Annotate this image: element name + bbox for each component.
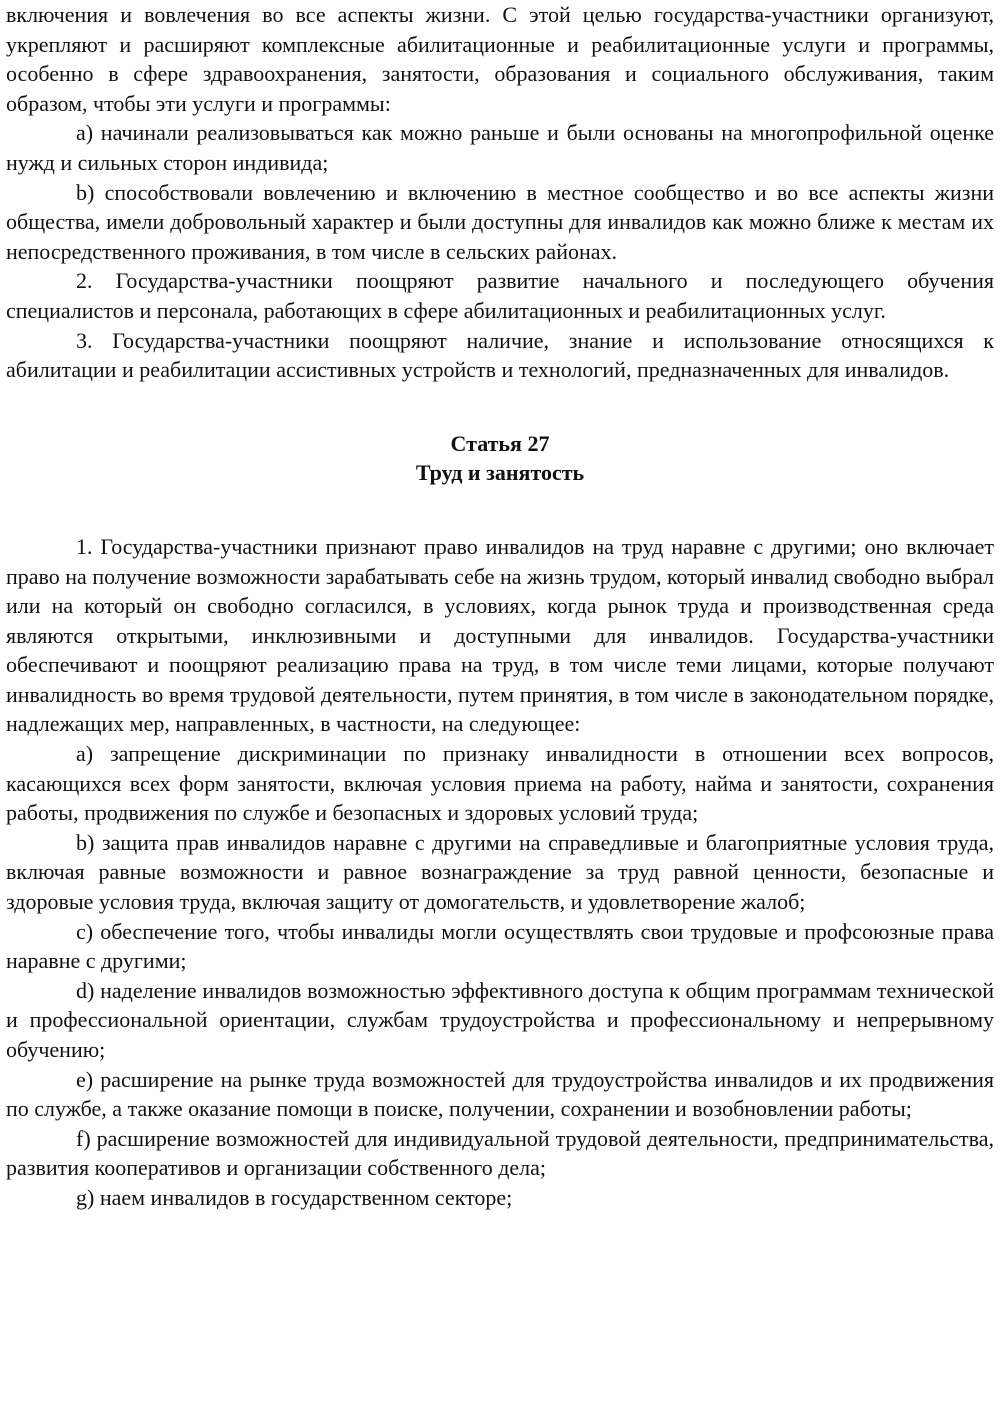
article27-item-c: c) обеспечение того, чтобы инвалиды могли осуществлять свои трудовые и профсоюзные права наравне с другими;: [6, 918, 994, 974]
article27-item-a: a) запрещение дискриминации по признаку инвалидности в отношении всех вопросов, касающихся всех форм занятости, включая условия приема на работу, найма и занятости, сохранения работы, продвижения по службе и безопасных и здоровых условий труда;: [6, 741, 994, 826]
article26-paragraph-2: 2. Государства-участники поощряют развитие начального и последующего обучения специалистов и персонала, работающих в сфере абилитационных и реабилитационных услуг.: [6, 268, 994, 323]
article27-number: Статья 27: [450, 430, 550, 456]
article26-item-a: a) начинали реализовываться как можно раньше и были основаны на многопрофильной оценке нужд и сильных сторон индивида;: [6, 120, 994, 175]
article27-item-e: e) расширение на рынке труда возможностей для трудоустройства инвалидов и их продвижения по службе, а также оказание помощи в поиске, получении, сохранении и возобновлении работы;: [6, 1066, 994, 1122]
article27-item-d: d) наделение инвалидов возможностью эффективного доступа к общим программам технической и профессиональной ориентации, службам трудоустройства и профессиональному и непрерывному обучению;: [6, 977, 994, 1062]
article27-title: Труд и занятость: [415, 460, 585, 486]
article27-paragraph-1: 1. Государства-участники признают право инвалидов на труд наравне с другими; оно включает право на получение возможности зарабатывать себе на жизнь трудом, который инвалид свободно выбрал или на который он свободно согласился, в условиях, когда рынок труда и производственная среда являются открытыми, инклюзивными и доступными для инвалидов. Государства-участники обеспечивают и поощряют реализацию права на труд, в том числе теми лицами, которые получают инвалидность во время трудовой деятельности, путем принятия, в том числе в законодательном порядке, надлежащих мер, направленных, в частности, на следующее:: [6, 533, 994, 737]
article26-item-b: b) способствовали вовлечению и включению в местное сообщество и во все аспекты жизни общества, имели добровольный характер и были доступны для инвалидов как можно ближе к местам их непосредственного проживания, в том числе в сельских районах.: [6, 179, 994, 264]
article26-paragraph-3: 3. Государства-участники поощряют наличие, знание и использование относящихся к абилитации и реабилитации ассистивных устройств и технологий, предназначенных для инвалидов.: [6, 327, 994, 383]
article26-continuation: включения и вовлечения во все аспекты жизни. С этой целью государства-участники организуют, укрепляют и расширяют комплексные абилитационные и реабилитационные услуги и программы, особенно в сфере здравоохранения, занятости, образования и социального обслуживания, таким образом, чтобы эти услуги и программы:: [6, 2, 994, 116]
article27-item-g: g) наем инвалидов в государственном секторе;: [76, 1184, 513, 1210]
document-page: [6, 0, 994, 1213]
article27-item-b: b) защита прав инвалидов наравне с другими на справедливые и благоприятные условия труда, включая равные возможности и равное вознаграждение за труд равной ценности, безопасные и здоровые условия труда, включая защиту от домогательств, и удовлетворение жалоб;: [6, 829, 994, 915]
article27-item-f: f) расширение возможностей для индивидуальной трудовой деятельности, предпринимательства, развития кооперативов и организации собственного дела;: [6, 1125, 994, 1181]
